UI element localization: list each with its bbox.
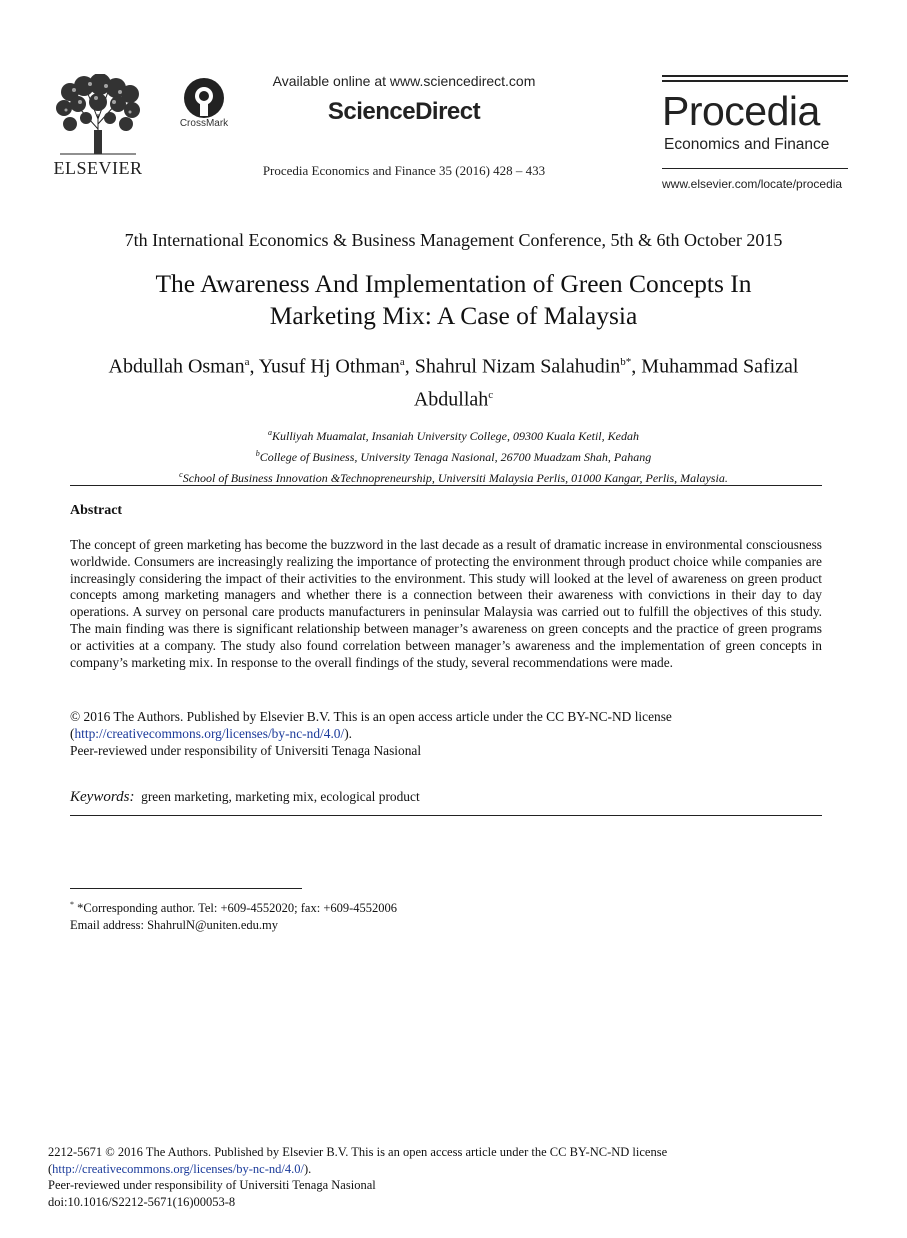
crossmark-icon: [176, 76, 232, 120]
author-line-1: Abdullah Osman$^a$, Yusuf Hj Othman$^a$, Shahrul Nizam Salahudin$^{b*}$, Muhammad Safizal: [108, 355, 799, 378]
bottom-license-line: (http://creativecommons.org/licenses/by-nc-nd/4.0/).: [48, 1161, 312, 1176]
bottom-peer-review: Peer-reviewed under responsibility of Universiti Tenaga Nasional: [48, 1178, 376, 1192]
affiliation-item: $^c$School of Business Innovation &Technopreneurship, Universiti Malaysia Perlis, 01000 Kangar, Perlis, Malaysia.: [179, 470, 728, 485]
copyright-block: [70, 709, 822, 759]
author-affil-marker: a: [244, 356, 250, 368]
elsevier-logo: [50, 74, 146, 182]
peer-review-line: Peer-reviewed under responsibility of Universiti Tenaga Nasional: [70, 742, 422, 758]
keywords-line: [70, 789, 420, 806]
author-affil-marker: b*: [620, 356, 632, 368]
issn-line: 2212-5671 © 2016 The Authors. Published by Elsevier B.V. This is an open access article under the CC BY-NC-ND license: [48, 1145, 668, 1159]
author-name: Muhammad Safizal: [641, 355, 799, 378]
license-link[interactable]: http://creativecommons.org/licenses/by-nc-nd/4.0/: [74, 725, 345, 741]
affiliation-item: $^a$Kulliyah Muamalat, Insaniah University College, 09300 Kuala Ketil, Kedah: [268, 428, 639, 443]
procedia-bottom-rule: [662, 168, 848, 169]
keywords-list: green marketing, marketing mix, ecological product: [141, 789, 420, 804]
author-name: Abdullah: [413, 388, 489, 411]
keywords-label: Keywords:: [70, 789, 135, 805]
abstract-top-rule: [70, 485, 822, 486]
affiliations: [60, 424, 847, 487]
conference-line: 7th International Economics & Business Management Conference, 5th & 6th October 2015: [124, 230, 783, 250]
author-line-2: [60, 381, 847, 414]
author-list: [60, 348, 847, 413]
email-address: Email address: ShahrulN@uniten.edu.my: [70, 918, 279, 933]
procedia-url[interactable]: www.elsevier.com/locate/procedia: [662, 177, 843, 191]
abstract-text: The concept of green marketing has become the buzzword in the last decade as a result of dramatic increase in environmental consciousness worldwide. Consumers are increasingly realizing the importance of protecting the environment through product choice while companies are increasingly considering the impact of their activities to the environment. This study will looked at the level of awareness on green product concepts among marketing managers and whether there is a connection between their awareness with convictions in their day to day operations. A survey on personal care products manufacturers in peninsular Malaysia was carried out to fulfill the objectives of this study. The main finding was there is significant relationship between manager’s awareness on green concepts and the practice of green programs or activities at a company. The study also found correlation between manager’s awareness and the implementation of green concepts in company’s marketing mix. In response to the overall findings of the study, several recommendations were made.: [70, 537, 822, 670]
paper-title: [60, 268, 847, 332]
journal-reference: Procedia Economics and Finance 35 (2016) 428 – 433: [262, 163, 546, 178]
paper-title-line-2: Marketing Mix: A Case of Malaysia: [269, 301, 638, 330]
paper-title-line-1: The Awareness And Implementation of Green Concepts In: [155, 269, 752, 298]
procedia-title: Procedia: [662, 88, 820, 134]
author-name: Abdullah Osman: [108, 355, 245, 378]
procedia-top-rule-1: [662, 75, 848, 77]
bottom-license-link[interactable]: http://creativecommons.org/licenses/by-nc-nd/4.0/: [52, 1161, 304, 1176]
doi-line[interactable]: doi:10.1016/S2212-5671(16)00053-8: [48, 1194, 236, 1209]
procedia-subtitle: Economics and Finance: [664, 136, 830, 153]
author-affil-marker: a: [399, 356, 405, 368]
crossmark-label: CrossMark: [179, 118, 229, 129]
corresponding-author: * *Corresponding author. Tel: +609-4552020; fax: +609-4552006: [70, 900, 398, 916]
available-online-text: Available online at www.sciencedirect.com: [272, 73, 536, 89]
procedia-top-rule-2: [662, 80, 848, 82]
elsevier-tree-icon: [50, 74, 146, 156]
copyright-line: © 2016 The Authors. Published by Elsevier B.V. This is an open access article under the CC BY-NC-ND license: [70, 709, 672, 724]
author-name: Shahrul Nizam Salahudin: [414, 355, 621, 378]
keywords-bottom-rule: [70, 815, 822, 816]
license-line: (http://creativecommons.org/licenses/by-nc-nd/4.0/).: [70, 725, 353, 741]
abstract-heading: Abstract: [70, 503, 123, 518]
author-name: Yusuf Hj Othman: [258, 355, 400, 378]
sciencedirect-wordmark[interactable]: ScienceDirect: [327, 98, 481, 125]
footnote: [70, 896, 670, 934]
affiliation-item: $^b$College of Business, University Tenaga Nasional, 26700 Muadzam Shah, Pahang: [255, 449, 652, 464]
elsevier-wordmark: ELSEVIER: [53, 158, 143, 178]
author-affil-marker: c: [488, 388, 494, 401]
footnote-rule: [70, 888, 302, 889]
bottom-license-block: [48, 1144, 848, 1210]
